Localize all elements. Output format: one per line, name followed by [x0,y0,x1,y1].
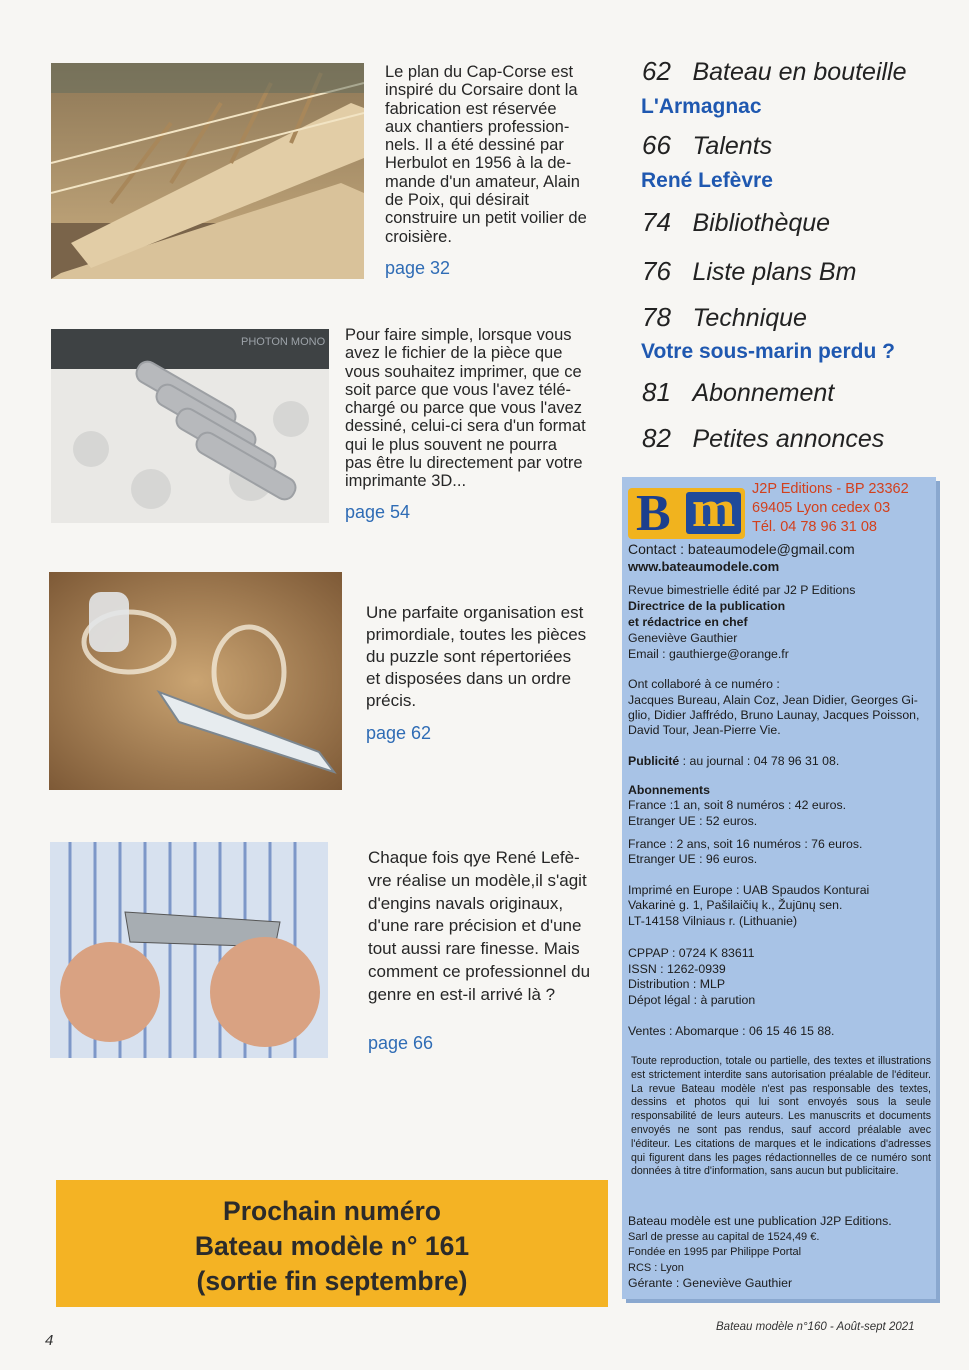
toc-item-62[interactable] [642,56,907,87]
bm-logo [628,481,745,542]
publicite-value: : au journal : 04 78 96 31 08. [679,754,840,768]
text-line: tout aussi rare finesse. Mais [368,939,580,959]
print-line: Imprimé en Europe : UAB Spaudos Konturai [628,883,870,897]
toc-number: 82 [642,423,671,453]
abo-line: France :1 an, soit 8 numéros : 42 euros. [628,798,847,812]
page-number: 4 [45,1332,54,1349]
collab-line: glio, Didier Jaffrédo, Bruno Launay, Jacques Poisson, [628,708,920,722]
company-line: Gérante : Geneviève Gauthier [628,1276,793,1290]
toc-title: Abonnement [692,379,835,407]
text-line: comment ce professionnel du [368,961,591,981]
text-line: du puzzle sont répertoriées [366,647,572,666]
publisher-phone: Tél. 04 78 96 31 08 [752,519,877,535]
company-line: RCS : Lyon [628,1262,684,1274]
text-line: Une parfaite organisation est [366,603,584,622]
toc-subtitle-armagnac[interactable]: L'Armagnac [641,95,762,118]
company-line: Sarl de presse au capital de 1524,49 €. [628,1231,820,1243]
publicite-label: Publicité [628,754,680,768]
photo-hull [51,63,364,279]
text-line: soit parce que vous l'avez télé- [345,380,572,399]
directrice-title: Directrice de la publication [628,599,786,613]
abo-line: Etranger UE : 52 euros. [628,814,758,828]
website-link[interactable]: www.bateaumodele.com [628,559,780,574]
next-issue-banner [56,1180,608,1307]
text-line: Herbulot en 1956 à la de- [385,154,572,173]
directrice-title-2: et rédactrice en chef [628,615,748,629]
banner-line: Bateau modèle n° 161 [194,1231,470,1261]
text-line: genre en est-il arrivé là ? [368,984,556,1004]
toc-subtitle-sous-marin[interactable]: Votre sous-marin perdu ? [641,340,895,363]
ventes-line: Ventes : Abomarque : 06 15 46 15 88. [628,1024,835,1038]
photo-caption-text: PHOTON MONO [241,336,326,348]
toc-item-74[interactable] [642,207,830,238]
banner-line: Prochain numéro [223,1196,441,1226]
photo-model-hands [50,842,328,1058]
toc-title: Petites annonces [692,425,885,453]
toc-title: Liste plans Bm [692,258,857,286]
text-line: vous souhaitez imprimer, que ce [345,362,582,381]
text-line: mande d'un amateur, Alain [385,172,580,191]
toc-number: 66 [642,130,671,160]
abo-line: France : 2 ans, soit 16 numéros : 76 euros. [628,837,863,851]
text-line: inspiré du Corsaire dont la [385,81,578,100]
text-line: de Poix, qui désirait [385,191,529,210]
article-4-text [368,847,608,1007]
publicite-line [628,754,839,769]
toc-title: Talents [692,132,773,160]
text-line: avez le fichier de la pièce que [345,344,563,363]
text-line: croisière. [385,227,452,246]
issue-footer: Bateau modèle n°160 - Août-sept 2021 [716,1321,915,1333]
abonnements-title: Abonnements [628,783,710,797]
legal-notice: Toute reproduction, totale ou partielle, des textes et illustrations est strictement interdite sans autorisation préalable de l'éditeur. La revue Bateau modèle n'est pas responsable des textes, dessins et photos qui lui sont envoyés sous la seule responsabilité de leurs auteurs. Les manuscrits et documents envoyés ne sont pas rendus, sauf accord préalable avec l'éditeur. Les citations de marques et le indications d'adresses qui figurent dans les pages rédactionnelles de ce numéro sont données à titre d'information, sans aucun but publicitaire. [631,1055,931,1178]
contact-email[interactable]: Contact : bateaumodele@gmail.com [628,541,855,557]
abo-line: Etranger UE : 96 euros. [628,852,758,866]
print-line: Vakarinė g. 1, Pašilaičių k., Žujūnų sen. [628,898,843,912]
toc-title: Bateau en bouteille [692,58,907,86]
page-ref-54[interactable]: page 54 [345,502,411,522]
page-ref-62[interactable]: page 62 [366,723,432,743]
directrice-name: Geneviève Gauthier [628,631,738,645]
depot-line: Dépot légal : à parution [628,993,756,1007]
text-line: Chaque fois qye René Lefè- [368,848,580,867]
company-line: Fondée en 1995 par Philippe Portal [628,1246,802,1258]
collab-title: Ont collaboré à ce numéro : [628,677,780,691]
toc-number: 74 [642,207,671,237]
text-line: nels. Il a été dessiné par [385,136,564,155]
collab-line: Jacques Bureau, Alain Coz, Jean Didier, Georges Gi- [628,693,918,707]
text-line: qui le plus souvent ne pourra [345,435,557,454]
toc-item-76[interactable] [642,256,856,287]
article-2-text [345,326,597,491]
distribution-line: Distribution : MLP [628,977,726,991]
text-line: imprimante 3D... [345,472,467,491]
text-line: aux chantiers profession- [385,117,570,136]
text-line: dessiné, celui-ci sera d'un format [345,417,586,436]
page-ref-32[interactable]: page 32 [385,258,451,278]
toc-item-82[interactable] [642,423,884,454]
text-line: Pour faire simple, lorsque vous [345,326,572,344]
text-line: primordiale, toutes les pièces [366,625,587,644]
text-line: vre réalise un modèle,il s'agit [368,870,587,890]
text-line: précis. [366,691,417,710]
toc-number: 76 [642,256,671,286]
toc-title: Technique [692,304,807,332]
revue-line: Revue bimestrielle édité par J2 P Editions [628,583,856,597]
article-1-text [385,63,601,246]
toc-number: 62 [642,56,671,86]
print-line: LT-14158 Vilniaus r. (Lithuanie) [628,914,798,928]
directrice-email[interactable]: Email : gauthierge@orange.fr [628,647,789,661]
publisher-address: 69405 Lyon cedex 03 [752,500,891,516]
issn-line: ISSN : 1262-0939 [628,962,726,976]
logo-letter-m: m [692,481,736,538]
text-line: chargé ou parce que vous l'avez [345,399,583,418]
text-line: d'une rare précision et d'une [368,916,582,936]
toc-item-66[interactable] [642,130,772,161]
text-line: construire un petit voilier de [385,209,587,228]
toc-number: 81 [642,377,671,407]
text-line: fabrication est réservée [385,99,557,118]
cppap-line: CPPAP : 0724 K 83611 [628,946,755,960]
article-3-text [366,602,606,712]
logo-m-box [686,481,741,538]
toc-item-78[interactable] [642,302,807,333]
masthead-box [622,477,936,1299]
banner-line: (sortie fin septembre) [196,1266,468,1296]
text-line: pas être lu directement par votre [345,454,583,473]
logo-letter-b: B [636,485,671,542]
company-line: Bateau modèle est une publication J2P Editions. [628,1214,892,1228]
page-ref-66[interactable]: page 66 [368,1033,434,1053]
photo-3d-prints [51,329,329,523]
toc-subtitle-lefevre[interactable]: René Lefèvre [641,169,773,192]
text-line: Le plan du Cap-Corse est [385,63,574,81]
text-line: et disposées dans un ordre [366,669,572,688]
toc-title: Bibliothèque [692,209,831,237]
toc-number: 78 [642,302,671,332]
text-line: d'engins navals originaux, [368,893,564,913]
photo-bottle-ship [49,572,342,790]
toc-item-81[interactable] [642,377,834,408]
collab-line: David Tour, Jean-Pierre Vie. [628,723,781,737]
publisher-name: J2P Editions - BP 23362 [752,481,909,497]
